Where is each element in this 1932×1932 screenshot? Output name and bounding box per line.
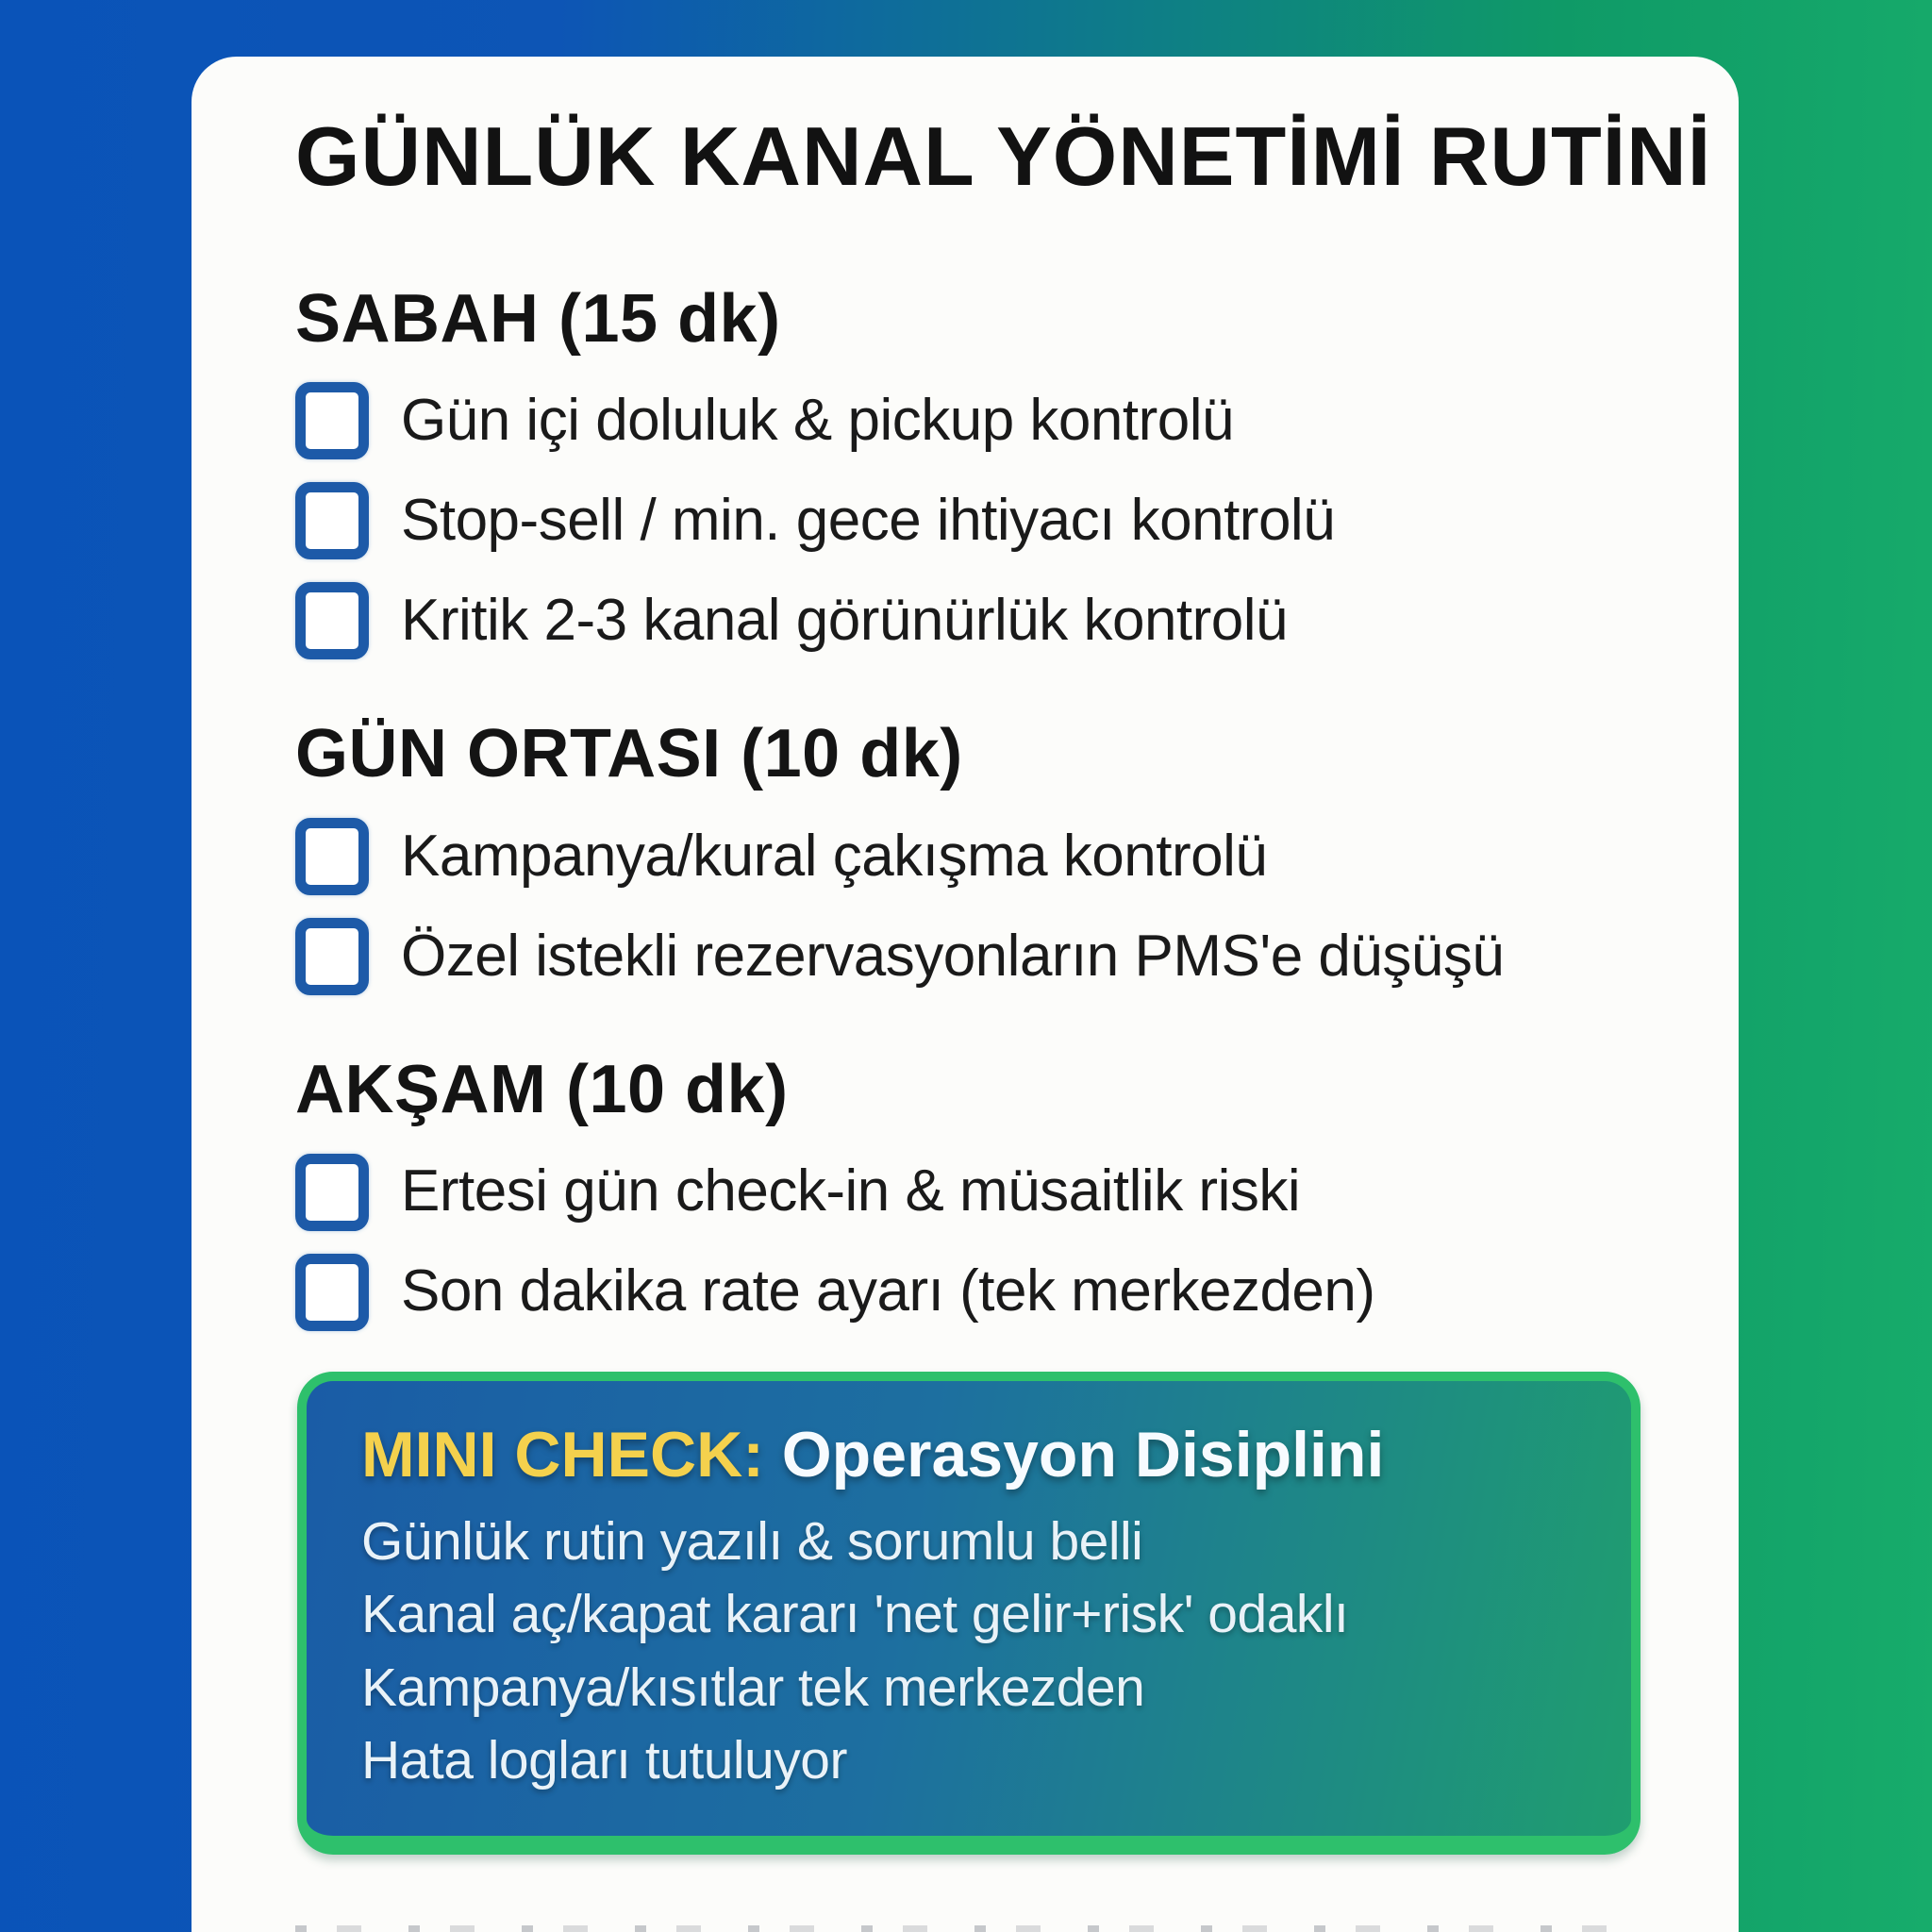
checklist-item-label: Ertesi gün check-in & müsaitlik riski <box>401 1158 1301 1224</box>
section-heading-gun-ortasi: GÜN ORTASI (10 dk) <box>295 716 963 792</box>
checklist-row <box>295 1255 1635 1330</box>
checklist-row <box>295 583 1635 658</box>
checklist-item-label: Gün içi doluluk & pickup kontrolü <box>401 388 1234 454</box>
checklist-row <box>295 919 1635 994</box>
checkbox-unchecked[interactable] <box>295 818 369 895</box>
checklist-row <box>295 819 1635 894</box>
mini-check-line: Kanal aç/kapat kararı 'net gelir+risk' odaklı <box>361 1584 1349 1645</box>
checkbox-unchecked[interactable] <box>295 918 369 995</box>
section-gun-ortasi <box>295 716 1635 994</box>
checklist-item-label: Stop-sell / min. gece ihtiyacı kontrolü <box>401 488 1336 554</box>
section-sabah <box>295 280 1635 659</box>
checklist-card <box>192 57 1739 1932</box>
checklist-item-label: Kampanya/kural çakışma kontrolü <box>401 823 1268 889</box>
section-heading-sabah: SABAH (15 dk) <box>295 280 781 357</box>
checklist-item-label: Özel istekli rezervasyonların PMS'e düşüşü <box>401 923 1505 989</box>
mini-check-line: Günlük rutin yazılı & sorumlu belli <box>361 1510 1143 1572</box>
page-title: GÜNLÜK KANAL YÖNETİMİ RUTİNİ <box>295 109 1712 203</box>
mini-check-lines <box>361 1506 1576 1798</box>
section-heading-aksam: AKŞAM (10 dk) <box>295 1051 789 1127</box>
checkbox-unchecked[interactable] <box>295 1154 369 1231</box>
checkbox-unchecked[interactable] <box>295 1254 369 1331</box>
mini-check-heading <box>361 1417 1576 1492</box>
checklist-row <box>295 1155 1635 1230</box>
mini-check-label: MINI CHECK: <box>361 1418 764 1491</box>
checkbox-unchecked[interactable] <box>295 482 369 559</box>
checkbox-unchecked[interactable] <box>295 582 369 659</box>
checklist-item-label: Kritik 2-3 kanal görünürlük kontrolü <box>401 588 1289 654</box>
cropped-bottom-text <box>295 1925 1635 1932</box>
section-aksam <box>295 1051 1635 1330</box>
mini-check-line: Kampanya/kısıtlar tek merkezden <box>361 1657 1145 1718</box>
checklist-item-label: Son dakika rate ayarı (tek merkezden) <box>401 1258 1375 1324</box>
checklist-row <box>295 483 1635 558</box>
mini-check-line: Hata logları tutuluyor <box>361 1730 847 1791</box>
checklist-row <box>295 383 1635 458</box>
checkbox-unchecked[interactable] <box>295 382 369 459</box>
mini-check-box <box>297 1372 1641 1855</box>
mini-check-title: Operasyon Disiplini <box>781 1418 1385 1491</box>
